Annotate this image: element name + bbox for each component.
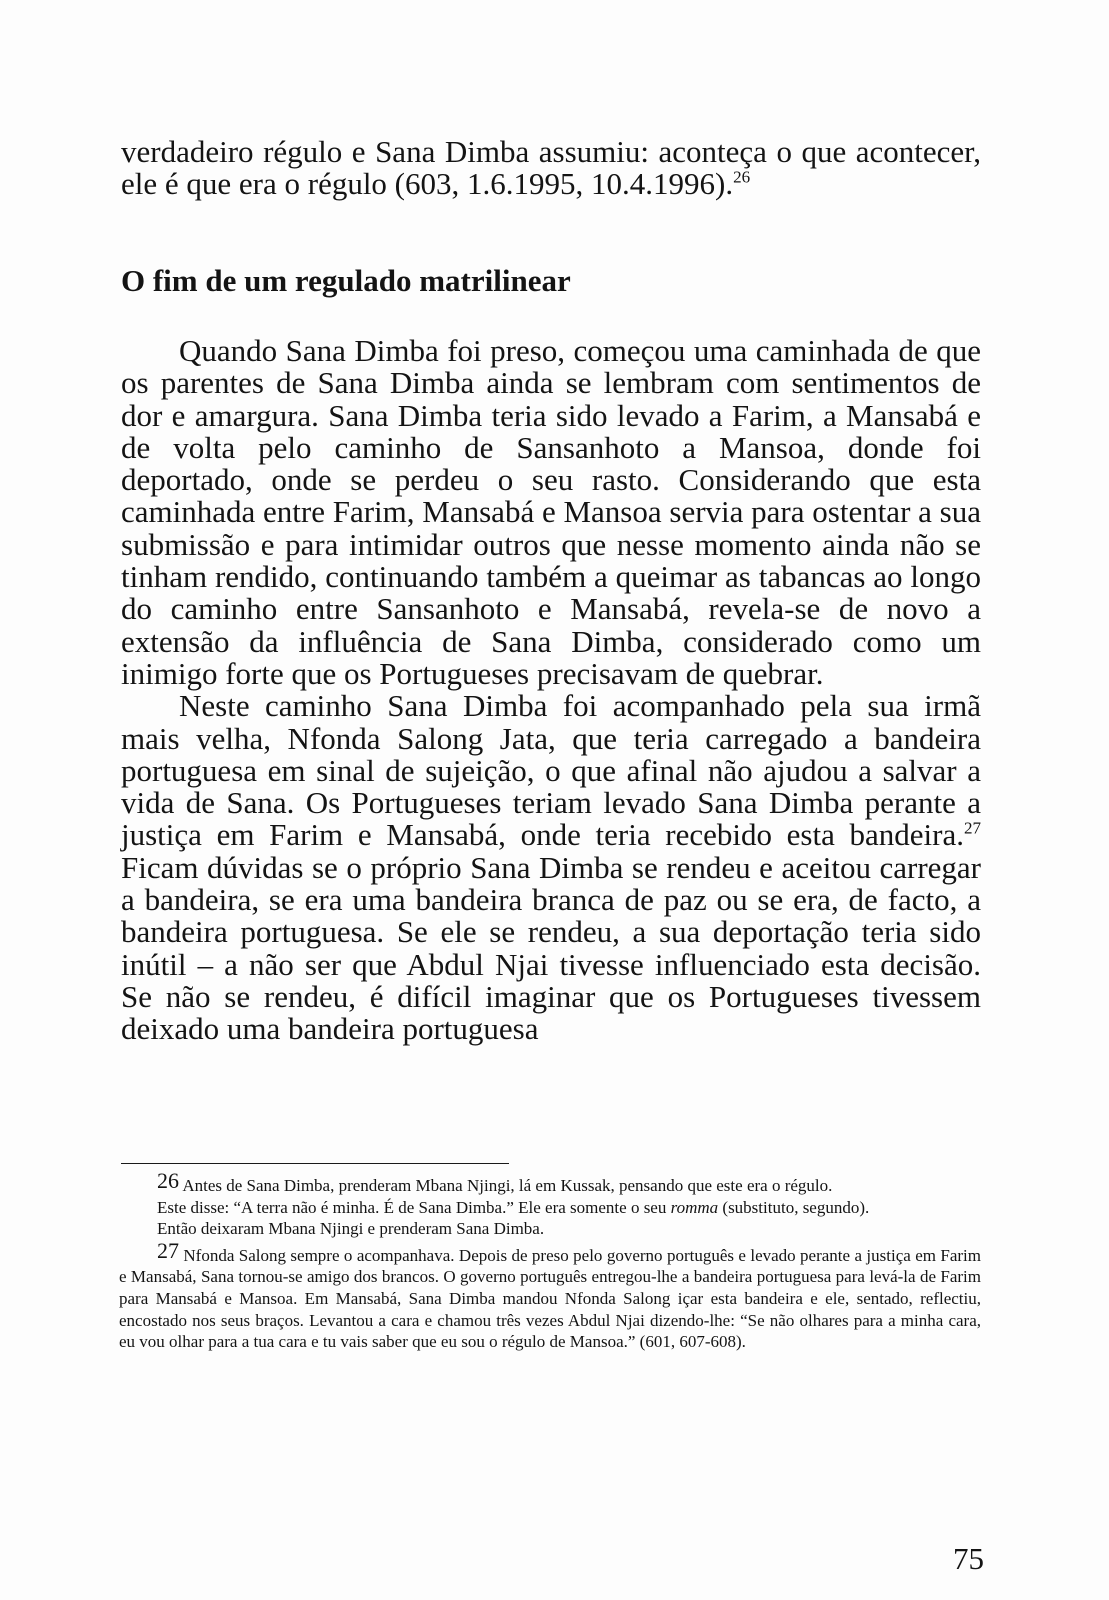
footnote-27 <box>119 1237 981 1353</box>
footnote-27-text: Nfonda Salong sempre o acompanhava. Depois de preso pelo governo português e levado perante a justiça em Farim e Mansabá, Sana tornou-se amigo dos brancos. O governo português entregou-lhe a bandeira portuguesa para levá-la de Farim para Mansabá e Mansoa. Em Mansabá, Sana Dimba mandou Nfonda Salong içar esta bandeira e ele, sentado, reflectiu, encostado nos seus braços. Levantou a cara e chamou três vezes Abdul Njai dizendo-lhe: “Se não olhares para a minha cara, eu vou olhar para a tua cara e tu vais saber que eu sou o régulo de Mansoa.” (601, 607-608). <box>119 1245 981 1352</box>
paragraph-2-part-a: Neste caminho Sana Dimba foi acompanhado pela sua irmã mais velha, Nfonda Salong Jata, que teria carregado a bandeira portuguesa em sinal de sujeição, o que afinal não ajudou a salvar a vida de Sana. Os Portugueses teriam levado Sana Dimba perante a justiça em Farim e Mansabá, onde teria recebido esta bandeira. <box>121 688 981 853</box>
body-text <box>121 335 981 1046</box>
footnote-separator <box>121 1163 509 1164</box>
section-heading: O fim de um regulado matrilinear <box>121 263 571 298</box>
footnote-number-27: 27 <box>157 1237 179 1263</box>
footnote-ref-26[interactable]: 26 <box>733 167 751 187</box>
intro-paragraph <box>121 136 981 201</box>
footnote-26-line-3: Então deixaram Mbana Njingi e prenderam Sana Dimba. <box>157 1219 545 1239</box>
footnote-26-line-2-b: (substituto, segundo). <box>718 1197 870 1217</box>
paragraph-2 <box>121 690 981 1045</box>
footnote-26-term: romma <box>670 1197 719 1217</box>
footnote-26-line-2-a: Este disse: “A terra não é minha. É de Sana Dimba.” Ele era somente o seu <box>157 1197 671 1217</box>
page-number: 75 <box>953 1541 984 1576</box>
footnote-26 <box>119 1170 981 1197</box>
footnote-26-line-1: Antes de Sana Dimba, prenderam Mbana Njingi, lá em Kussak, pensando que este era o régulo. <box>182 1176 833 1195</box>
paragraph-2-part-b: Ficam dúvidas se o próprio Sana Dimba se rendeu e aceitou carregar a bandeira, se era uma bandeira branca de paz ou se era, de facto, a bandeira portuguesa. Se ele se rendeu, a sua deportação teria sido inútil – a não ser que Abdul Njai tivesse influenciado esta decisão. Se não se rendeu, é difícil imaginar que os Portugueses tivessem deixado uma bandeira portuguesa <box>121 849 981 1047</box>
footnote-26-line-2 <box>119 1197 981 1219</box>
footnotes <box>119 1170 981 1353</box>
footnote-number-26: 26 <box>157 1168 179 1193</box>
footnote-ref-27[interactable]: 27 <box>963 819 981 839</box>
paragraph-1: Quando Sana Dimba foi preso, começou uma caminhada de que os parentes de Sana Dimba ainda se lembram com sentimentos de dor e amargura. Sana Dimba teria sido levado a Farim, a Mansabá e de volta pelo caminho de Sansanhoto a Mansoa, donde foi deportado, onde se perdeu o seu rasto. Considerando que esta caminhada entre Farim, Mansabá e Mansoa servia para ostentar a sua submissão e para intimidar outros que nesse momento ainda não se tinham rendido, continuando também a queimar as tabancas ao longo do caminho entre Sansanhoto e Mansabá, revela-se de novo a extensão da influência de Sana Dimba, considerado como um inimigo forte que os Portugueses precisavam de quebrar. <box>121 333 981 691</box>
intro-text: verdadeiro régulo e Sana Dimba assumiu: aconteça o que acontecer, ele é que era o régulo (603, 1.6.1995, 10.4.1996). <box>121 134 981 202</box>
